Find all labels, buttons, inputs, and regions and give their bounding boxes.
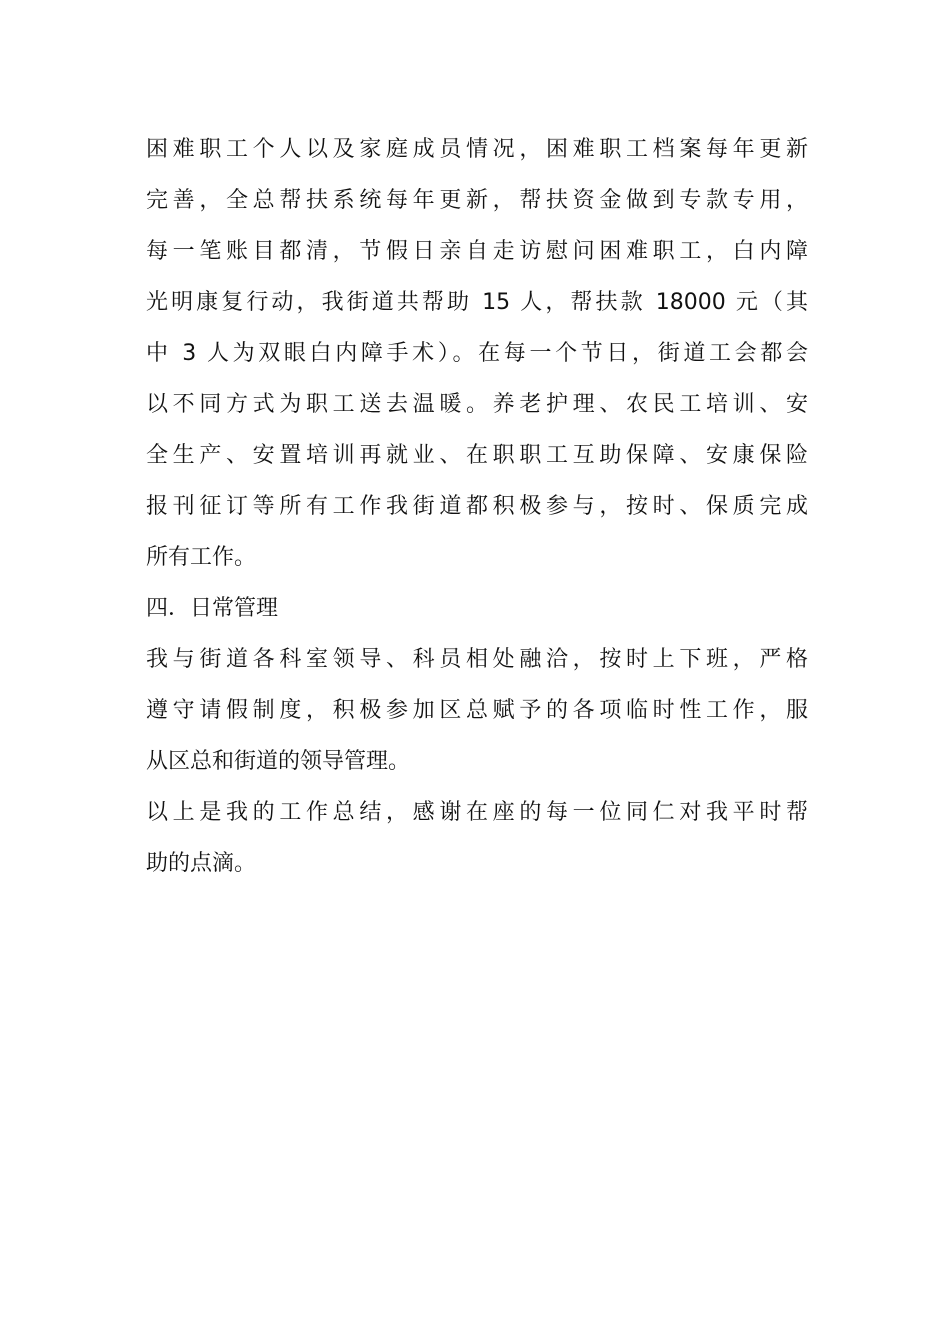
paragraph-line: 每一笔账目都清，节假日亲自走访慰问困难职工，白内障 — [146, 239, 808, 264]
paragraph-line: 报刊征订等所有工作我街道都积极参与，按时、保质完成 — [146, 494, 808, 519]
paragraph-line: 以上是我的工作总结，感谢在座的每一位同仁对我平时帮 — [146, 800, 808, 825]
paragraph-line: 助的点滴。 — [146, 851, 257, 876]
paragraph-line: 所有工作。 — [146, 545, 257, 570]
paragraph-line: 困难职工个人以及家庭成员情况，困难职工档案每年更新 — [146, 137, 808, 162]
document-body — [146, 124, 808, 889]
section-heading: 四．日常管理 — [146, 596, 279, 621]
paragraph-line: 全生产、安置培训再就业、在职职工互助保障、安康保险 — [146, 443, 808, 468]
paragraph-line: 从区总和街道的领导管理。 — [146, 749, 411, 774]
paragraph-line: 以不同方式为职工送去温暖。养老护理、农民工培训、安 — [146, 392, 808, 417]
paragraph-line: 遵守请假制度，积极参加区总赋予的各项临时性工作，服 — [146, 698, 808, 723]
paragraph-line: 中 3 人为双眼白内障手术）。在每一个节日，街道工会都会 — [146, 341, 808, 366]
paragraph-line: 光明康复行动，我街道共帮助 15 人，帮扶款 18000 元（其 — [146, 290, 808, 315]
paragraph-line: 我与街道各科室领导、科员相处融洽，按时上下班，严格 — [146, 647, 808, 672]
paragraph-line: 完善，全总帮扶系统每年更新，帮扶资金做到专款专用， — [146, 188, 808, 213]
